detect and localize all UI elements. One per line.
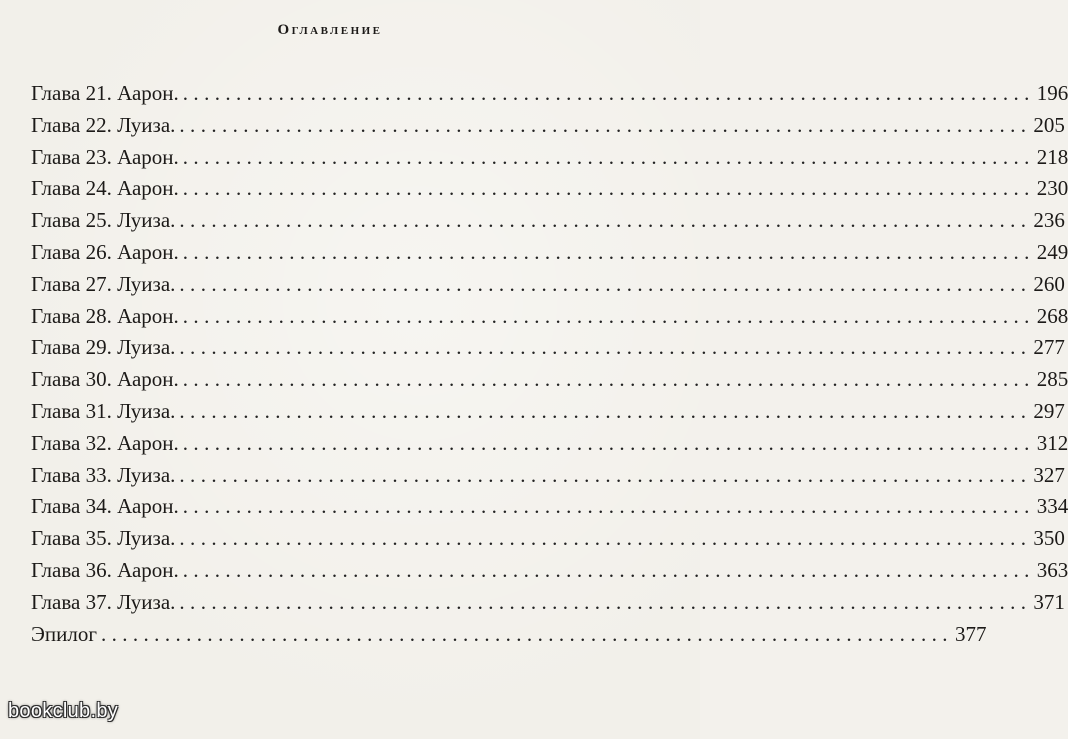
toc-entry [31, 428, 1068, 460]
toc-entry-page: 205 [1033, 112, 1065, 137]
toc-dot-leader: ................................................................................ [182, 557, 1035, 582]
toc-entry-page: 377 [954, 621, 987, 646]
toc-entry-page: 249 [1036, 239, 1068, 264]
toc-dot-leader: ................................................................................ [182, 494, 1035, 519]
toc-entry-page: 350 [1033, 526, 1065, 551]
toc-dot-leader: ................................................................................ [179, 398, 1032, 423]
toc-dot-leader: ................................................................................ [100, 621, 953, 646]
toc-entry-label: Глава 23. Аарон. [31, 144, 179, 169]
toc-entry-page: 371 [1033, 589, 1065, 614]
toc-entry [31, 555, 1068, 587]
toc-entry-label: Глава 28. Аарон. [31, 303, 179, 328]
toc-entry [31, 332, 1065, 364]
toc-entry [31, 301, 1068, 333]
site-watermark: bookclub.by [8, 700, 119, 722]
toc-entry-page: 334 [1036, 494, 1068, 519]
toc-dot-leader: ................................................................................ [179, 271, 1032, 296]
toc-entry [31, 205, 1065, 237]
toc-entry [31, 460, 1065, 492]
toc-entry [31, 78, 1068, 110]
toc-entry [31, 587, 1065, 619]
toc-dot-leader: ................................................................................ [182, 303, 1035, 328]
toc-entry-page: 268 [1036, 303, 1068, 328]
toc-dot-leader: ................................................................................ [179, 589, 1032, 614]
toc-dot-leader: ................................................................................ [179, 335, 1032, 360]
toc-entry [31, 173, 1068, 205]
toc-entry-label: Глава 36. Аарон. [31, 557, 179, 582]
toc-entry [31, 269, 1065, 301]
toc-dot-leader: ................................................................................ [182, 367, 1035, 392]
toc-entry-page: 277 [1033, 335, 1065, 360]
toc-entry [31, 491, 1068, 523]
toc-entry-label: Глава 34. Аарон. [31, 494, 179, 519]
toc-entry-label: Глава 37. Луиза. [31, 589, 176, 614]
toc-entry-label: Глава 35. Луиза. [31, 526, 176, 551]
toc-entry-page: 260 [1033, 271, 1065, 296]
toc-entry [31, 619, 987, 651]
toc-entry [31, 523, 1065, 555]
toc-dot-leader: ................................................................................ [179, 462, 1032, 487]
toc-entry [31, 142, 1068, 174]
toc-dot-leader: ................................................................................ [182, 239, 1035, 264]
toc-entry-label: Эпилог [31, 621, 97, 646]
toc-entry-page: 363 [1036, 557, 1068, 582]
table-of-contents [31, 78, 1068, 650]
toc-entry-label: Глава 33. Луиза. [31, 462, 176, 487]
toc-entry-label: Глава 31. Луиза. [31, 398, 176, 423]
toc-entry-page: 230 [1036, 176, 1068, 201]
toc-entry-page: 327 [1033, 462, 1065, 487]
toc-entry-page: 218 [1036, 144, 1068, 169]
toc-entry-page: 196 [1036, 81, 1068, 105]
toc-dot-leader: ................................................................................ [182, 176, 1035, 201]
toc-entry-label: Глава 22. Луиза. [31, 112, 176, 137]
toc-entry [31, 110, 1065, 142]
toc-entry-label: Глава 24. Аарон. [31, 176, 179, 201]
toc-entry-label: Глава 30. Аарон. [31, 367, 179, 392]
toc-entry [31, 237, 1068, 269]
toc-entry-label: Глава 25. Луиза. [31, 208, 176, 233]
toc-dot-leader: ................................................................................ [182, 144, 1035, 169]
toc-dot-leader: ................................................................................ [179, 526, 1032, 551]
page-title: Оглавление [277, 22, 383, 38]
toc-entry-label: Глава 21. Аарон. [31, 81, 179, 105]
toc-entry-label: Глава 27. Луиза. [31, 271, 176, 296]
toc-entry-page: 236 [1033, 208, 1065, 233]
toc-entry [31, 396, 1065, 428]
toc-entry-page: 285 [1036, 367, 1068, 392]
toc-dot-leader: ................................................................................ [179, 208, 1032, 233]
toc-entry-label: Глава 29. Луиза. [31, 335, 176, 360]
toc-entry-page: 312 [1036, 430, 1068, 455]
toc-dot-leader: ................................................................................ [182, 81, 1035, 105]
toc-dot-leader: ................................................................................ [179, 112, 1032, 137]
toc-entry [31, 364, 1068, 396]
toc-entry-label: Глава 26. Аарон. [31, 239, 179, 264]
toc-dot-leader: ................................................................................ [182, 430, 1035, 455]
toc-entry-page: 297 [1033, 398, 1065, 423]
toc-entry-label: Глава 32. Аарон. [31, 430, 179, 455]
